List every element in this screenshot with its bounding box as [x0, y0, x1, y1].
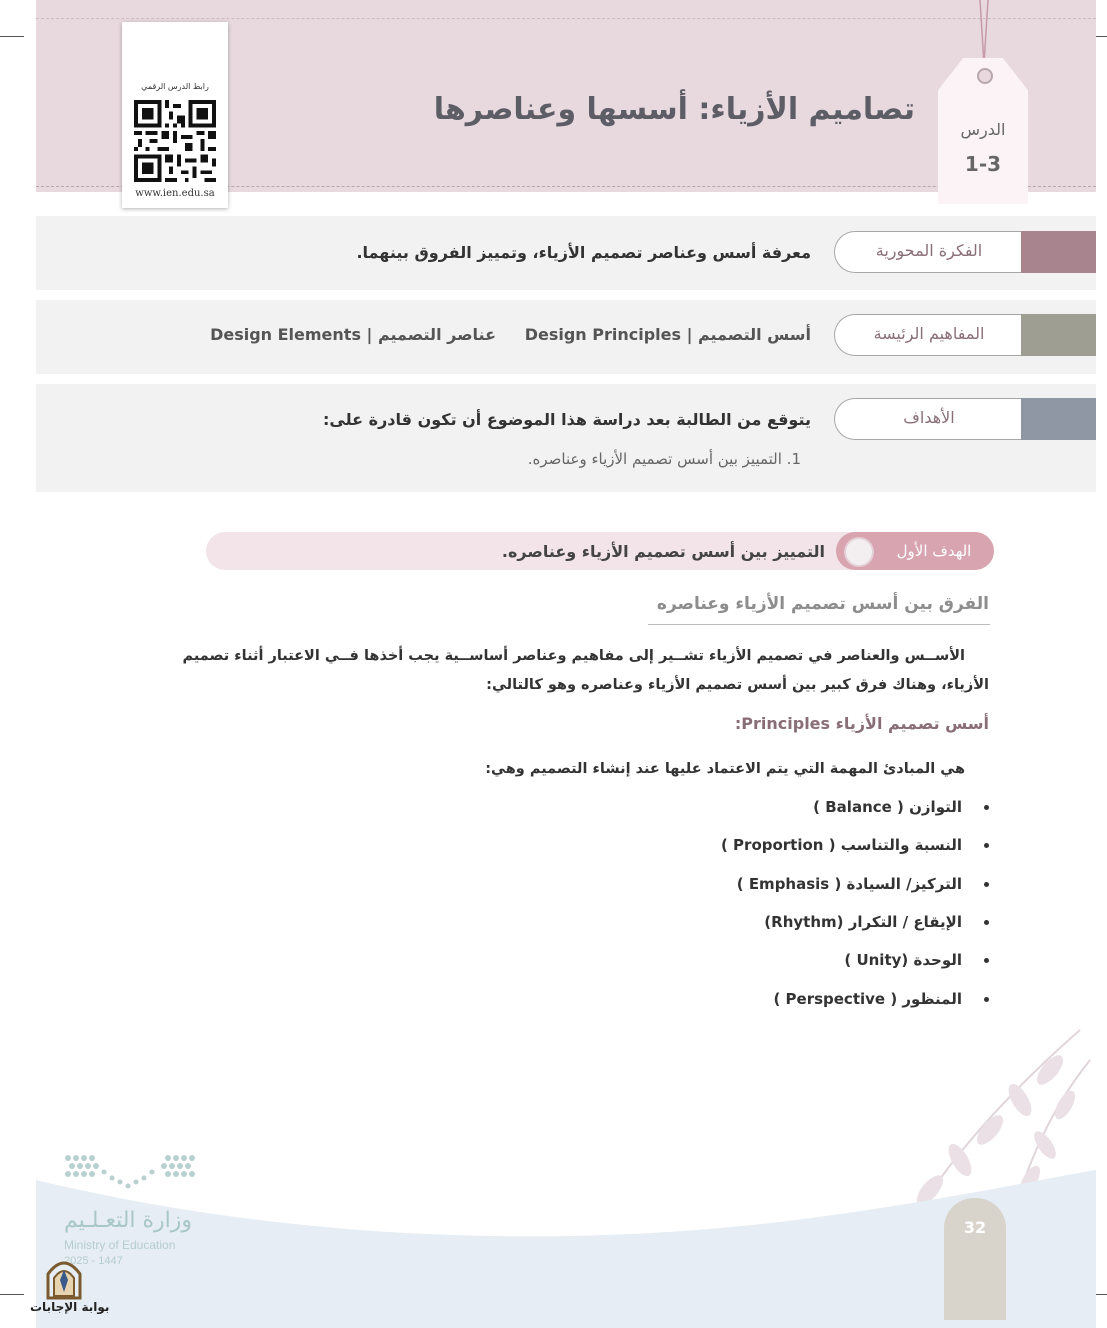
- central-idea-text: معرفة أسس وعناصر تصميم الأزياء، وتمييز الفروق بينهما.: [356, 243, 811, 262]
- paragraph-line: الأســس والعناصر في تصميم الأزياء تشــير إلى مفاهيم وعناصر أساســية يجب أخذها فــي الاعتبار أثناء تصميم: [182, 648, 965, 664]
- objective-pill: [836, 532, 994, 570]
- section-divider: [648, 624, 990, 625]
- paragraph-line: الأزياء، وهناك فرق كبير بين أسس تصميم الأزياء وعناصره وهو كالتالي:: [486, 677, 989, 693]
- page-number: 32: [963, 1218, 987, 1237]
- objectives-pill: [834, 398, 1096, 440]
- objective-pill-label: الهدف الأول: [896, 542, 972, 560]
- qr-card[interactable]: [122, 22, 228, 208]
- key-concept-elements: عناصر التصميم | Design Elements: [210, 325, 496, 344]
- tag-string: [978, 0, 990, 64]
- lesson-number: 1-3: [964, 152, 1002, 176]
- portal-label[interactable]: بوابة الإجابات: [30, 1300, 110, 1314]
- bullet-item: المنظور ( Perspective ): [773, 990, 989, 1008]
- portal-logo-icon[interactable]: [44, 1256, 84, 1300]
- section-heading: الفرق بين أسس تصميم الأزياء وعناصره: [656, 594, 989, 614]
- objective-item: 1. التمييز بين أسس تصميم الأزياء وعناصره.: [527, 450, 801, 468]
- crop-mark: [0, 1294, 24, 1295]
- principles-intro: هي المبادئ المهمة التي يتم الاعتماد عليها عند إنشاء التصميم وهي:: [485, 761, 965, 777]
- qr-code-icon[interactable]: [134, 100, 216, 182]
- key-concepts-label: المفاهيم الرئيسة: [873, 324, 985, 343]
- page-title: تصاميم الأزياء: أسسها وعناصرها: [433, 92, 915, 127]
- ministry-logo-icon: [64, 1152, 198, 1196]
- bullet-item: التوازن ( Balance ): [813, 798, 989, 816]
- lesson-tag: [938, 58, 1028, 204]
- ministry-name-english: Ministry of Education: [64, 1238, 176, 1252]
- bullet-item: النسبة والتناسب ( Proportion ): [721, 836, 989, 854]
- central-idea-pill: [834, 231, 1096, 273]
- lesson-label: الدرس: [960, 120, 1006, 139]
- tag-hole: [977, 68, 993, 84]
- bullet-item: الإيقاع / التكرار (Rhythm): [764, 913, 989, 931]
- page-number-tab: [944, 1198, 1006, 1320]
- bullet-item: التركيز/ السيادة ( Emphasis ): [737, 875, 989, 893]
- objective-text: التمييز بين أسس تصميم الأزياء وعناصره.: [501, 542, 825, 561]
- principles-heading: أسس تصميم الأزياء Principles:: [734, 714, 989, 733]
- bullet-item: الوحدة (Unity ): [844, 951, 989, 969]
- qr-caption: رابط الدرس الرقمي: [141, 82, 209, 91]
- key-concepts-pill: [834, 314, 1096, 356]
- central-idea-label: الفكرة المحورية: [875, 241, 983, 260]
- target-icon: [844, 537, 874, 567]
- ministry-years: 2025 - 1447: [64, 1255, 123, 1267]
- crop-mark: [0, 36, 24, 37]
- objectives-intro: يتوقع من الطالبة بعد دراسة هذا الموضوع أن تكون قادرة على:: [323, 410, 811, 429]
- qr-url[interactable]: www.ien.edu.sa: [135, 188, 215, 199]
- key-concept-principles: أسس التصميم | Design Principles: [524, 325, 811, 344]
- ministry-name-arabic: وزارة التعـلـيم: [64, 1208, 193, 1233]
- objectives-label: الأهداف: [903, 408, 955, 427]
